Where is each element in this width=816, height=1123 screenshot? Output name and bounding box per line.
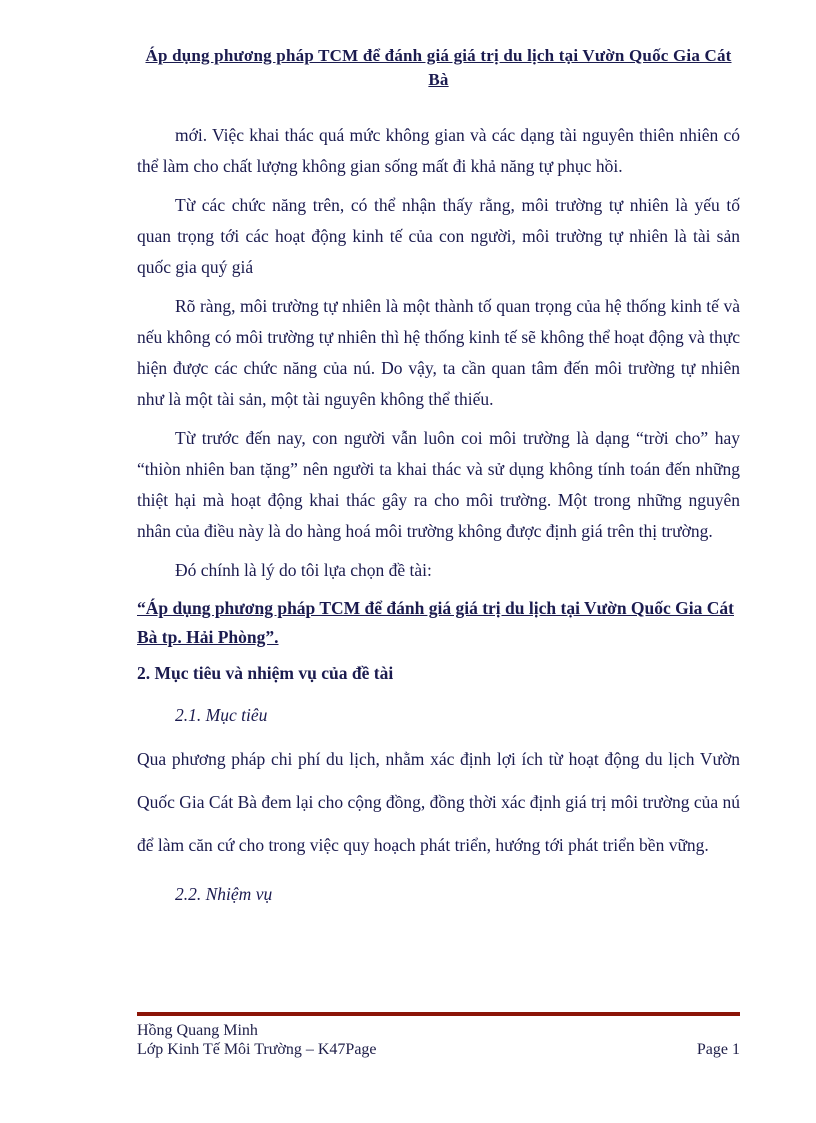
subsection-heading-nhiem-vu: 2.2. Nhiệm vụ (175, 884, 273, 904)
paragraph-continuation: mới. Việc khai thác quá mức không gian và các dạng tài nguyên thiên nhiên có thể làm cho chất lượng không gian sống mất đi khả năng tự phục hồi. (137, 125, 740, 176)
footer-page-number: Page 1 (696, 1041, 740, 1058)
page-footer (137, 1012, 740, 1059)
document-content (137, 44, 740, 909)
paragraph-lead-in: Đó chính là lý do tôi lựa chọn đề tài: (175, 560, 432, 580)
paragraph: Từ trước đến nay, con người vẫn luôn coi môi trường là dạng “trời cho” hay “thiòn nhiên ban tặng” nên người ta khai thác và sử dụng không tính toán đến những thiệt hại mà hoạt động khai thác gây ra cho môi trường. Một trong những nguyên nhân của điều này là do hàng hoá môi trường không được định giá trên thị trường. (137, 428, 740, 541)
thesis-title-quote: “Áp dụng phương pháp TCM để đánh giá giá trị du lịch tại Vườn Quốc Gia Cát Bà tp. Hải Phòng”. (137, 598, 734, 647)
paragraph: Rõ ràng, môi trường tự nhiên là một thành tố quan trọng của hệ thống kinh tế và nếu không có môi trường tự nhiên thì hệ thống kinh tế sẽ không thể hoạt động và thực hiện được các chức năng của nú. Do vậy, ta cần quan tâm đến môi trường tự nhiên như là một tài sản, một tài nguyên không thể thiếu. (137, 296, 740, 409)
footer-class-label: Lớp Kinh Tế Môi Trường – K47Page (137, 1041, 377, 1058)
paragraph: Từ các chức năng trên, có thể nhận thấy rằng, môi trường tự nhiên là yếu tố quan trọng tới các hoạt động kinh tế của con người, môi trường tự nhiên là tài sản quốc gia quý giá (137, 195, 740, 277)
paragraph-muc-tieu: Qua phương pháp chi phí du lịch, nhằm xác định lợi ích từ hoạt động du lịch Vườn Quốc Gia Cát Bà đem lại cho cộng đồng, đồng thời xác định giá trị môi trường của nú để làm căn cứ cho trong việc quy hoạch phát triển, hướng tới phát triển bền vững. (137, 749, 740, 855)
subsection-heading-muc-tieu: 2.1. Mục tiêu (175, 705, 268, 725)
running-head-title: Áp dụng phương pháp TCM để đánh giá giá trị du lịch tại Vườn Quốc Gia Cát Bà (145, 46, 732, 89)
footer-author: Hồng Quang Minh (137, 1022, 258, 1039)
footer-rule (137, 1012, 740, 1016)
footer-row (137, 1040, 740, 1059)
section-heading: 2. Mục tiêu và nhiệm vụ của đề tài (137, 663, 394, 683)
